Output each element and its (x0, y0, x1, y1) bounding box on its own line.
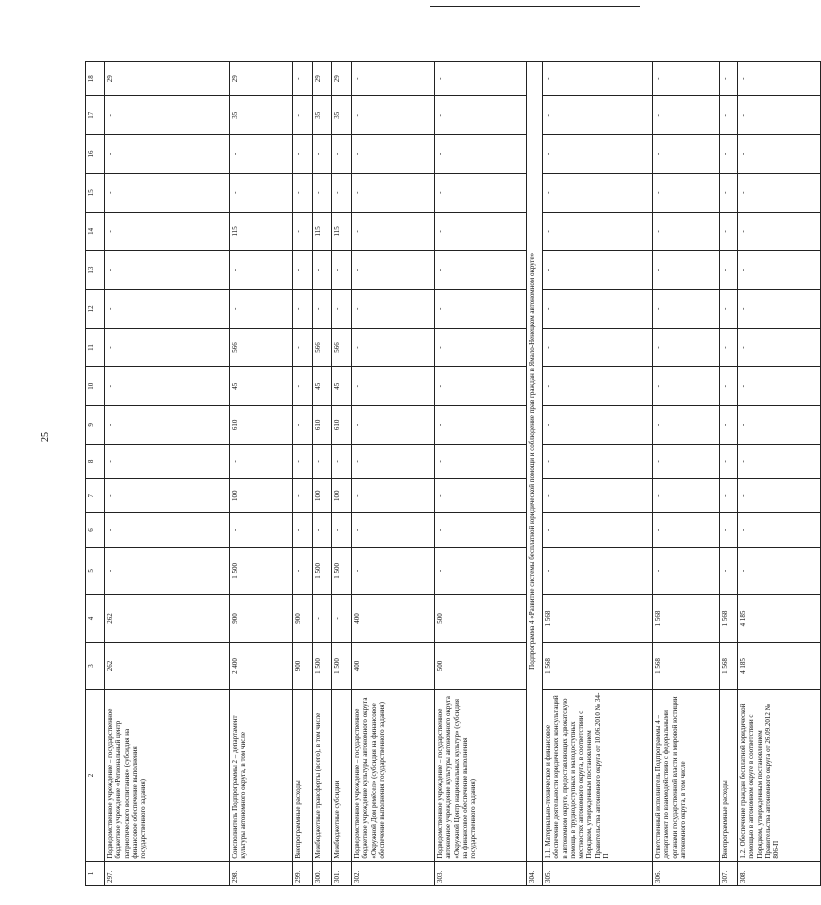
value-cell: - (332, 135, 352, 174)
row-name-cell: Соисполнитель Подпрограммы 2 – департамент культуры автономного округа, в том числе (230, 690, 293, 861)
value-cell: - (332, 289, 352, 328)
value-cell: - (720, 251, 738, 290)
value-cell: - (293, 444, 313, 478)
value-cell: - (105, 251, 230, 290)
value-cell: 115 (332, 212, 352, 251)
value-cell: - (313, 513, 332, 547)
value-cell: 400 (352, 595, 435, 643)
column-number-cell: 7 (86, 479, 105, 513)
value-cell: - (105, 212, 230, 251)
value-cell: - (105, 289, 230, 328)
value-cell: - (435, 444, 527, 478)
value-cell: 610 (332, 406, 352, 445)
top-rule (430, 6, 640, 7)
value-cell: - (543, 212, 653, 251)
value-cell: - (105, 96, 230, 135)
value-cell: - (352, 251, 435, 290)
value-cell: - (543, 479, 653, 513)
value-cell: - (293, 62, 313, 96)
value-cell: - (293, 251, 313, 290)
row-number-cell: 306. (653, 861, 720, 885)
value-cell: - (293, 212, 313, 251)
column-number-cell: 2 (86, 690, 105, 861)
value-cell: 29 (313, 62, 332, 96)
value-cell: 900 (293, 642, 313, 690)
value-cell: - (653, 444, 720, 478)
value-cell: - (738, 547, 821, 595)
value-cell: - (352, 62, 435, 96)
value-cell: - (105, 406, 230, 445)
row-name-cell: Подведомственное учреждение – государственное бюджетное учреждение «Региональный центр патриотического воспитания» (субсидия на финансовое обеспечение выполнения государственного задания) (105, 690, 230, 861)
value-cell: - (653, 289, 720, 328)
value-cell: 400 (352, 642, 435, 690)
value-cell: - (293, 328, 313, 367)
value-cell: 29 (230, 62, 293, 96)
value-cell: 100 (332, 479, 352, 513)
value-cell: - (653, 513, 720, 547)
header-row (86, 62, 105, 886)
value-cell: 100 (313, 479, 332, 513)
column-number-cell: 17 (86, 96, 105, 135)
column-number-cell: 18 (86, 62, 105, 96)
value-cell: - (738, 367, 821, 406)
table-row (720, 62, 738, 886)
value-cell: - (720, 367, 738, 406)
column-number-cell: 8 (86, 444, 105, 478)
row-number-cell: 302. (352, 861, 435, 885)
value-cell: - (738, 289, 821, 328)
row-name-cell: 1.1. Материально-техническое и финансовое обеспечение деятельности юридических консультаций в автономном округе, предоставляющих адвокатскую помощь в труднодоступных и малодоступных местностях автономного округа, в соответствии с Порядком, утвержденным постановлением Правительства автономного округа от 10.06.2010 № 34-П (543, 690, 653, 861)
value-cell: - (738, 479, 821, 513)
value-cell: 1 568 (653, 595, 720, 643)
value-cell: - (293, 513, 313, 547)
column-number-cell: 1 (86, 861, 105, 885)
value-cell: - (720, 547, 738, 595)
value-cell: 29 (332, 62, 352, 96)
value-cell: - (435, 328, 527, 367)
column-number-cell: 12 (86, 289, 105, 328)
value-cell: - (332, 251, 352, 290)
value-cell: - (230, 513, 293, 547)
value-cell: - (352, 406, 435, 445)
value-cell: 4 185 (738, 642, 821, 690)
value-cell: - (332, 595, 352, 643)
value-cell: - (105, 135, 230, 174)
value-cell: 566 (313, 328, 332, 367)
value-cell: 1 500 (332, 547, 352, 595)
value-cell: 1 500 (230, 547, 293, 595)
value-cell: 262 (105, 642, 230, 690)
value-cell: - (105, 444, 230, 478)
table-row (293, 62, 313, 886)
value-cell: - (230, 173, 293, 212)
value-cell: - (738, 406, 821, 445)
value-cell: - (720, 328, 738, 367)
value-cell: - (653, 367, 720, 406)
value-cell: 100 (230, 479, 293, 513)
value-cell: - (293, 96, 313, 135)
value-cell: - (105, 367, 230, 406)
value-cell: - (720, 62, 738, 96)
value-cell: - (435, 367, 527, 406)
value-cell: 1 568 (720, 595, 738, 643)
value-cell: 35 (332, 96, 352, 135)
value-cell: - (720, 96, 738, 135)
value-cell: - (738, 62, 821, 96)
value-cell: - (720, 289, 738, 328)
column-number-cell: 3 (86, 642, 105, 690)
value-cell: 1 568 (720, 642, 738, 690)
value-cell: - (313, 289, 332, 328)
value-cell: - (720, 406, 738, 445)
value-cell: - (653, 62, 720, 96)
value-cell: - (738, 135, 821, 174)
value-cell: - (738, 251, 821, 290)
value-cell: - (293, 289, 313, 328)
row-number-cell: 298. (230, 861, 293, 885)
value-cell: - (293, 479, 313, 513)
row-number-cell: 301. (332, 861, 352, 885)
value-cell: - (738, 173, 821, 212)
table-row (435, 62, 527, 886)
value-cell: 610 (230, 406, 293, 445)
value-cell: - (543, 367, 653, 406)
value-cell: 115 (230, 212, 293, 251)
value-cell: - (105, 328, 230, 367)
value-cell: - (352, 367, 435, 406)
value-cell: - (720, 135, 738, 174)
value-cell: 115 (313, 212, 332, 251)
value-cell: - (352, 96, 435, 135)
value-cell: 45 (332, 367, 352, 406)
value-cell: - (653, 135, 720, 174)
row-number-cell: 304. (527, 861, 543, 885)
value-cell: - (313, 173, 332, 212)
table-row (105, 62, 230, 886)
value-cell: 1 568 (543, 642, 653, 690)
value-cell: - (293, 135, 313, 174)
column-number-cell: 14 (86, 212, 105, 251)
value-cell: - (293, 173, 313, 212)
row-name-cell: Подведомственное учреждение – государственное бюджетное учреждение культуры автономного округа «Окружной Дом ремёсел» (субсидия на финансовое обеспечение выполнения государственного задания) (352, 690, 435, 861)
table-row (527, 62, 543, 886)
column-number-cell: 11 (86, 328, 105, 367)
value-cell: - (435, 513, 527, 547)
value-cell: - (653, 479, 720, 513)
value-cell: 4 185 (738, 595, 821, 643)
value-cell: - (332, 173, 352, 212)
page-number: 25 (40, 432, 51, 442)
value-cell: 900 (230, 595, 293, 643)
value-cell: - (230, 289, 293, 328)
value-cell: - (543, 135, 653, 174)
value-cell: - (435, 479, 527, 513)
value-cell: 45 (313, 367, 332, 406)
value-cell: 45 (230, 367, 293, 406)
budget-table (85, 61, 821, 886)
value-cell: - (543, 444, 653, 478)
value-cell: - (720, 173, 738, 212)
row-name-cell: 1.2. Обеспечение граждан бесплатной юридической помощью в автономном округе в соответствии с Порядком, утвержденным постановлением Правительства автономного округа от 26.09.2012 № 806-П (738, 690, 821, 861)
value-cell: 2 400 (230, 642, 293, 690)
value-cell: 1 500 (313, 642, 332, 690)
value-cell: - (738, 212, 821, 251)
value-cell: - (105, 479, 230, 513)
value-cell: - (105, 513, 230, 547)
table-row (738, 62, 821, 886)
value-cell: 1 500 (313, 547, 332, 595)
value-cell: - (435, 96, 527, 135)
value-cell: - (435, 547, 527, 595)
table-row (543, 62, 653, 886)
row-name-cell: Межбюджетные трансферты (всего), в том числе (313, 690, 332, 861)
value-cell: - (543, 251, 653, 290)
value-cell: - (293, 406, 313, 445)
row-number-cell: 299. (293, 861, 313, 885)
column-number-cell: 6 (86, 513, 105, 547)
row-number-cell: 305. (543, 861, 653, 885)
value-cell: - (313, 251, 332, 290)
value-cell: - (435, 406, 527, 445)
value-cell: - (332, 513, 352, 547)
value-cell: - (653, 173, 720, 212)
row-name-cell: Внепрограммные расходы (293, 690, 313, 861)
value-cell: - (105, 547, 230, 595)
value-cell: - (435, 62, 527, 96)
value-cell: - (653, 547, 720, 595)
value-cell: - (352, 173, 435, 212)
value-cell: - (738, 513, 821, 547)
table-row (352, 62, 435, 886)
value-cell: - (720, 212, 738, 251)
table-row (653, 62, 720, 886)
value-cell: 1 568 (543, 595, 653, 643)
value-cell: - (352, 479, 435, 513)
value-cell: - (738, 328, 821, 367)
value-cell: 500 (435, 595, 527, 643)
row-name-cell: Ответственный исполнитель Подпрограммы 4 – департамент по взаимодействию с федеральными органами государственной власти и мировой юстиции автономного округа, в том числе (653, 690, 720, 861)
value-cell: 500 (435, 642, 527, 690)
value-cell: - (293, 547, 313, 595)
column-number-cell: 4 (86, 595, 105, 643)
value-cell: - (720, 513, 738, 547)
value-cell: - (352, 547, 435, 595)
value-cell: - (653, 212, 720, 251)
value-cell: 1 500 (332, 642, 352, 690)
value-cell: 900 (293, 595, 313, 643)
value-cell: - (352, 444, 435, 478)
column-number-cell: 15 (86, 173, 105, 212)
value-cell: - (313, 135, 332, 174)
column-number-cell: 13 (86, 251, 105, 290)
value-cell: - (543, 328, 653, 367)
value-cell: - (105, 173, 230, 212)
row-number-cell: 307. (720, 861, 738, 885)
value-cell: - (293, 367, 313, 406)
value-cell: 35 (313, 96, 332, 135)
column-number-cell: 5 (86, 547, 105, 595)
value-cell: - (543, 289, 653, 328)
value-cell: - (653, 406, 720, 445)
value-cell: 29 (105, 62, 230, 96)
value-cell: - (352, 212, 435, 251)
row-name-cell: Межбюджетные субсидии (332, 690, 352, 861)
row-name-cell: Внепрограммные расходы (720, 690, 738, 861)
value-cell: - (230, 251, 293, 290)
value-cell: - (313, 595, 332, 643)
value-cell: 566 (230, 328, 293, 367)
value-cell: - (332, 444, 352, 478)
value-cell: - (543, 406, 653, 445)
value-cell: - (738, 96, 821, 135)
subprogram-title-cell: Подпрограмма 4 «Развитие системы бесплатной юридической помощи и соблюдение прав граждан в Ямало-Ненецком автономном округе» (527, 62, 543, 862)
row-number-cell: 300. (313, 861, 332, 885)
row-number-cell: 297. (105, 861, 230, 885)
value-cell: - (543, 513, 653, 547)
column-number-cell: 10 (86, 367, 105, 406)
value-cell: 35 (230, 96, 293, 135)
row-number-cell: 303. (435, 861, 527, 885)
value-cell: - (653, 96, 720, 135)
table-row (332, 62, 352, 886)
value-cell: - (435, 251, 527, 290)
value-cell: - (543, 62, 653, 96)
value-cell: - (653, 251, 720, 290)
value-cell: 566 (332, 328, 352, 367)
value-cell: - (230, 135, 293, 174)
column-number-cell: 16 (86, 135, 105, 174)
value-cell: - (543, 547, 653, 595)
table-row (230, 62, 293, 886)
value-cell: - (352, 328, 435, 367)
value-cell: - (435, 289, 527, 328)
value-cell: - (543, 96, 653, 135)
value-cell: - (435, 212, 527, 251)
table-row (313, 62, 332, 886)
value-cell: 262 (105, 595, 230, 643)
value-cell: 1 568 (653, 642, 720, 690)
column-number-cell: 9 (86, 406, 105, 445)
value-cell: - (352, 135, 435, 174)
value-cell: - (435, 135, 527, 174)
value-cell: - (352, 513, 435, 547)
row-name-cell: Подведомственное учреждение – государственное автономное учреждение культуры автономного округа «Окружной Центр национальных культур» (субсидия на финансовое обеспечение выполнения государственного задания) (435, 690, 527, 861)
rotated-table-container (85, 61, 780, 886)
value-cell: - (738, 444, 821, 478)
row-number-cell: 308. (738, 861, 821, 885)
value-cell: - (653, 328, 720, 367)
value-cell: - (313, 444, 332, 478)
value-cell: - (230, 444, 293, 478)
value-cell: - (543, 173, 653, 212)
value-cell: 610 (313, 406, 332, 445)
value-cell: - (720, 479, 738, 513)
value-cell: - (435, 173, 527, 212)
value-cell: - (352, 289, 435, 328)
value-cell: - (720, 444, 738, 478)
